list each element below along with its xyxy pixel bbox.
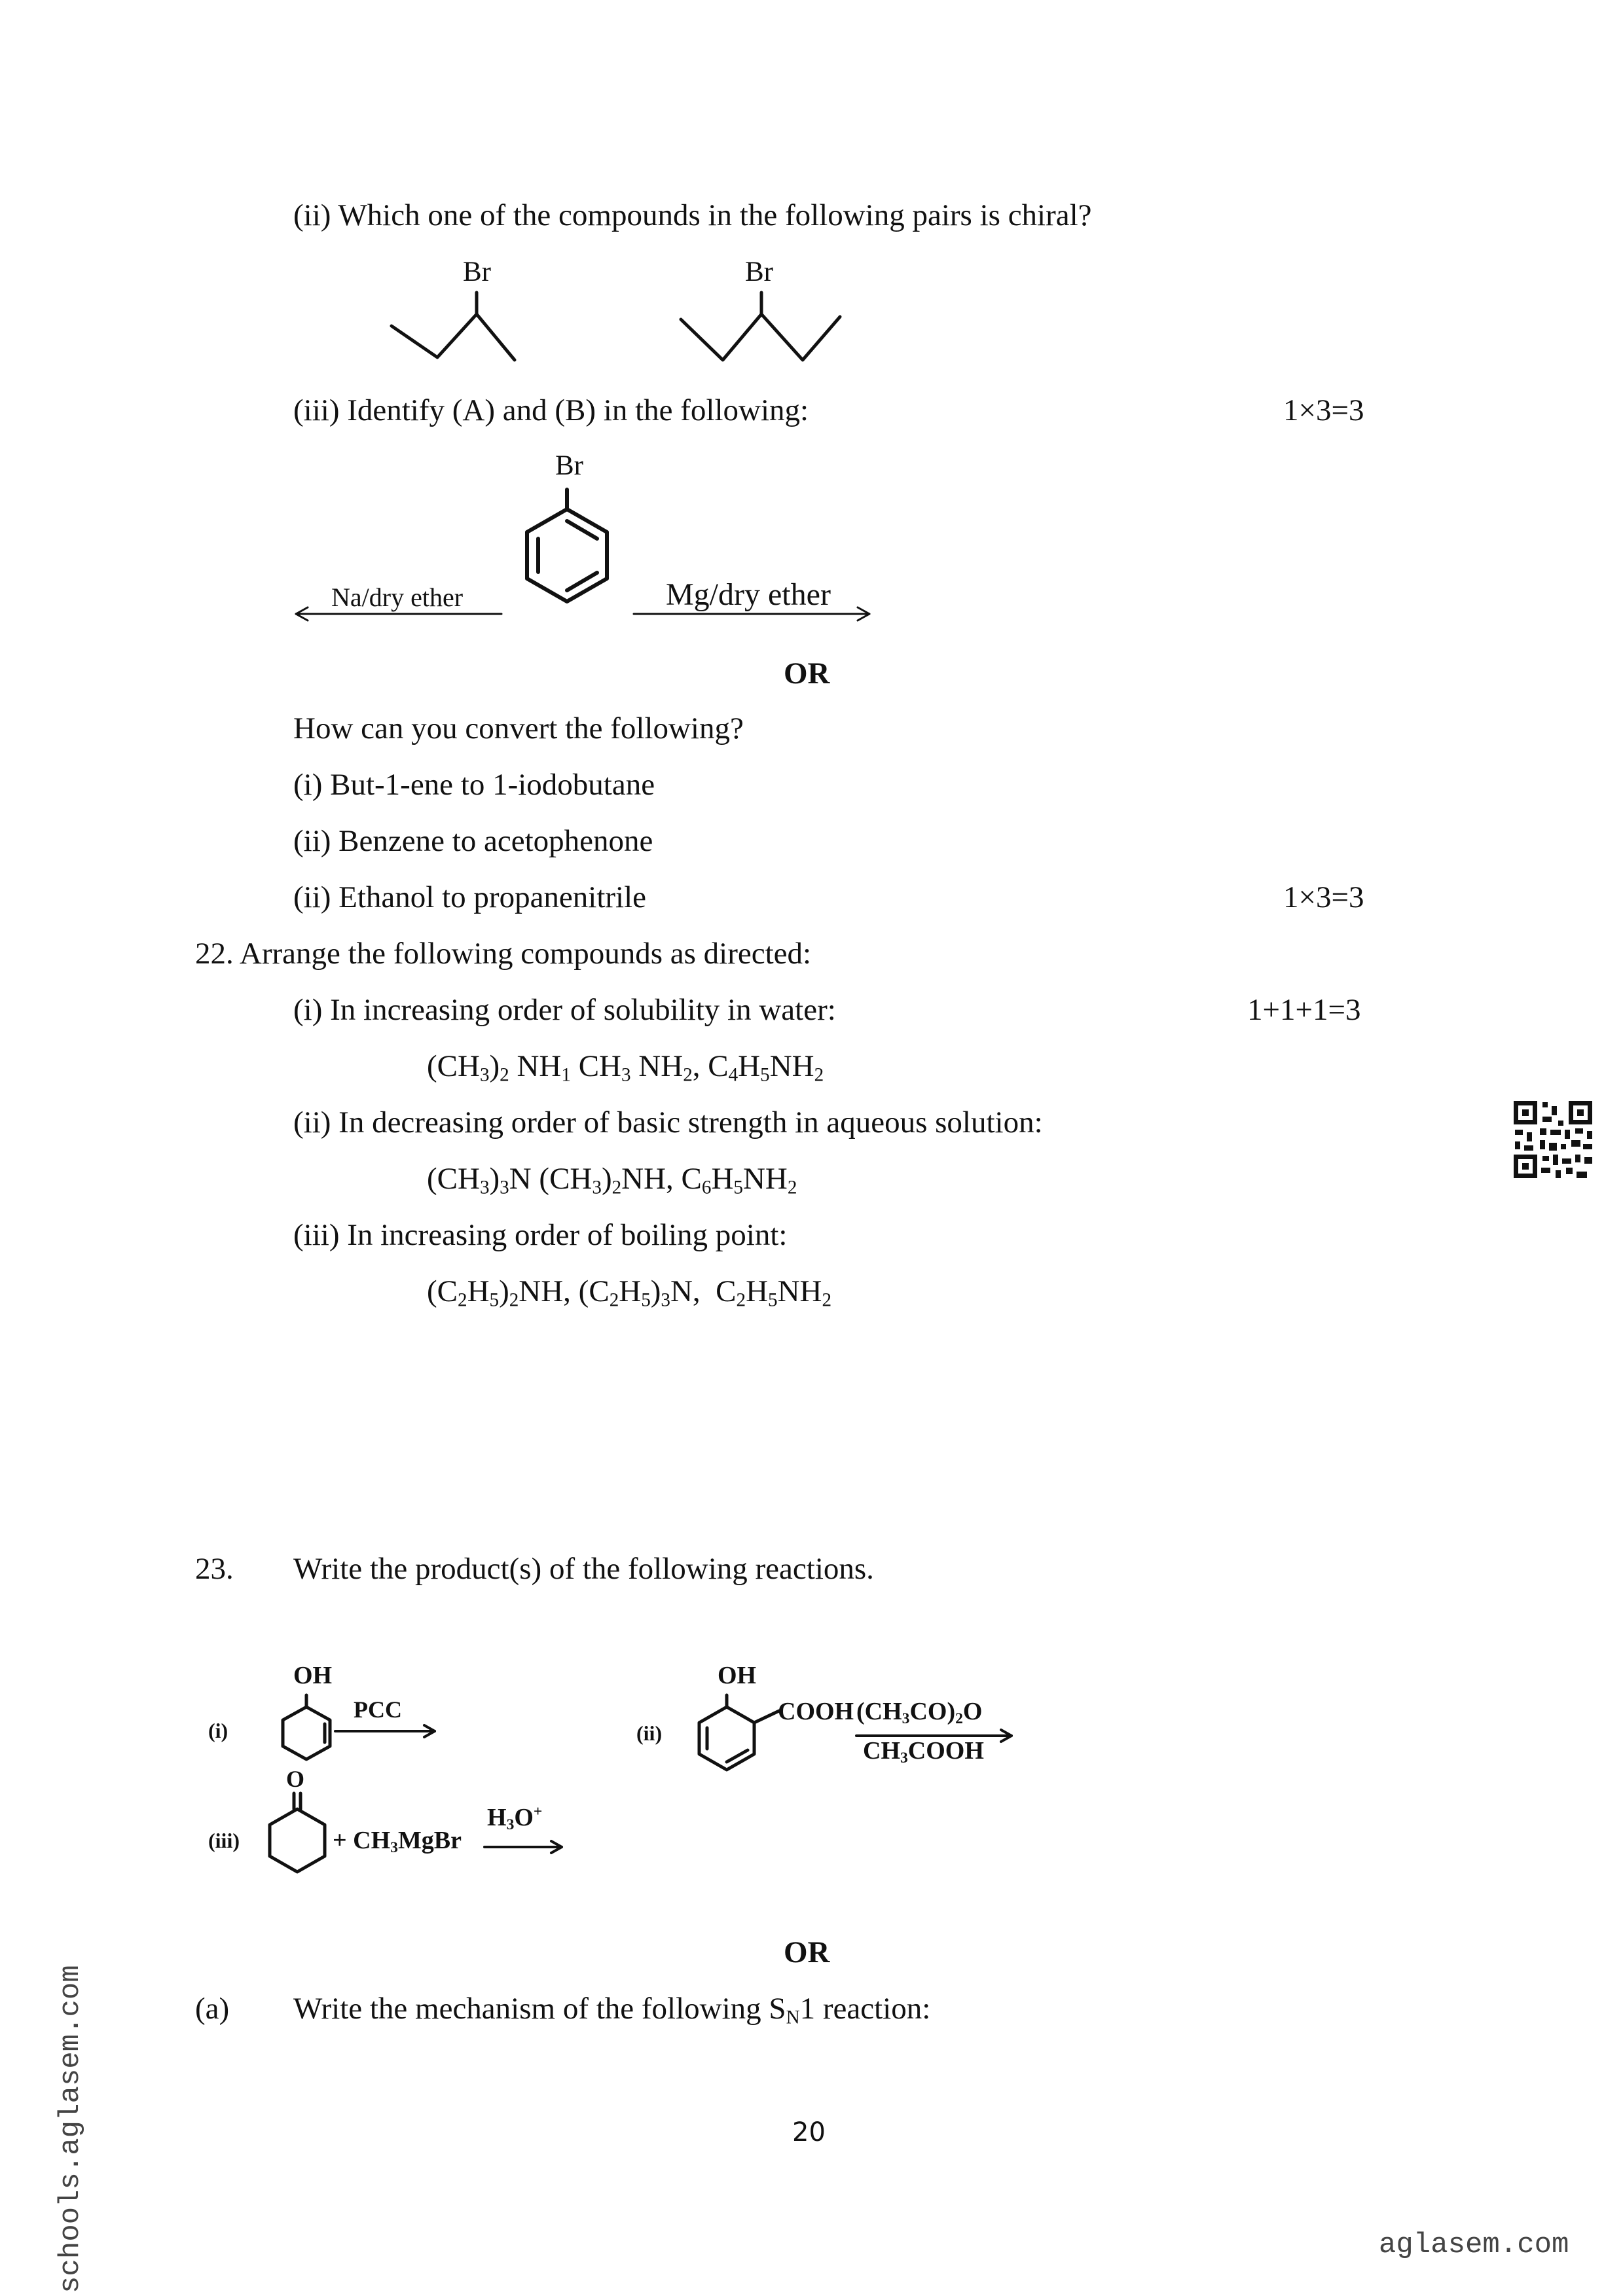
reagent-ii-top: $(CH_3CO)_2O$ bbox=[856, 1698, 983, 1727]
convert-item-iii: (ii) Ethanol to propanenitrile bbox=[293, 880, 647, 914]
cyclohexanone-structure bbox=[270, 1793, 325, 1872]
oh-label-1: OH bbox=[293, 1662, 333, 1689]
bromine-label-1: Br bbox=[463, 257, 491, 287]
bromobutane-structure bbox=[392, 293, 515, 360]
right-arrow bbox=[634, 607, 869, 620]
marks-21-iii: 1×3=3 bbox=[1283, 393, 1364, 427]
question-23-heading: Write the product(s) of the following reactions. bbox=[293, 1552, 874, 1586]
watermark-corner: aglasem.com bbox=[1379, 2229, 1569, 2261]
question-23-number: 23. bbox=[195, 1552, 234, 1586]
convert-prompt: How can you convert the following? bbox=[293, 711, 744, 745]
convert-item-i: (i) But-1-ene to 1-iodobutane bbox=[293, 768, 655, 802]
or-divider-2: OR bbox=[784, 1935, 830, 1969]
watermark-side: schools.aglasem.com bbox=[54, 1965, 87, 2293]
or-divider-1: OR bbox=[784, 656, 830, 691]
salicylic-acid-structure bbox=[699, 1695, 779, 1770]
part-a-label: (a) bbox=[195, 1992, 230, 2026]
reaction-label-i: (i) bbox=[208, 1719, 228, 1742]
oh-label-2: OH bbox=[718, 1662, 757, 1689]
marks-21-or: 1×3=3 bbox=[1283, 880, 1364, 914]
compounds-22-iii: $(C_2H_5)_2NH$, $(C_2H_5)_3N$, $C_2H_5NH_2$ bbox=[427, 1274, 832, 1311]
question-22-heading: 22. Arrange the following compounds as directed: bbox=[195, 937, 812, 971]
acetylation-arrow bbox=[856, 1730, 1012, 1742]
question-22-iii: (iii) In increasing order of boiling point: bbox=[293, 1218, 788, 1252]
bromopentane-structure bbox=[681, 293, 840, 360]
grignard-reagent: + $CH_3MgBr$ bbox=[333, 1827, 462, 1856]
question-21-iii: (iii) Identify (A) and (B) in the following: bbox=[293, 393, 809, 427]
reagent-na-dry-ether: Na/dry ether bbox=[331, 583, 464, 612]
compounds-22-i: $(CH_3)_2$ $NH_1$ $CH_3$ $NH_2$, $C_4H_5NH_2$ bbox=[427, 1049, 824, 1086]
convert-item-ii: (ii) Benzene to acetophenone bbox=[293, 824, 653, 858]
left-arrow bbox=[296, 607, 501, 620]
reagent-ii-bottom: $CH_3COOH$ bbox=[863, 1737, 984, 1767]
qr-code bbox=[1514, 1101, 1592, 1178]
hydronium-reagent: $H_3O^+$ bbox=[487, 1803, 543, 1833]
pcc-reagent: PCC bbox=[354, 1696, 402, 1723]
reaction-label-iii: (iii) bbox=[208, 1829, 240, 1852]
bromobenzene-structure bbox=[527, 490, 607, 601]
cooh-label: COOH bbox=[778, 1698, 854, 1725]
question-22-i: (i) In increasing order of solubility in water: bbox=[293, 993, 836, 1027]
reaction-label-ii: (ii) bbox=[636, 1721, 663, 1745]
bromine-label-3: Br bbox=[555, 450, 583, 481]
question-21-ii: (ii) Which one of the compounds in the following pairs is chiral? bbox=[293, 198, 1092, 232]
oxygen-label: O bbox=[286, 1766, 305, 1792]
marks-22: 1+1+1=3 bbox=[1247, 993, 1361, 1027]
compounds-22-ii: $(CH_3)_3N$ $(CH_3)_2NH$, $C_6H_5NH_2$ bbox=[427, 1162, 797, 1198]
part-a-question: Write the mechanism of the following $S_N1$ reaction: bbox=[293, 1992, 931, 2028]
question-22-ii: (ii) In decreasing order of basic strength in aqueous solution: bbox=[293, 1105, 1043, 1139]
pcc-arrow bbox=[335, 1725, 435, 1737]
page-number: 20 bbox=[792, 2117, 826, 2147]
reagent-mg-dry-ether: Mg/dry ether bbox=[666, 577, 831, 612]
grignard-arrow bbox=[484, 1841, 562, 1853]
cyclohexenol-structure bbox=[283, 1695, 330, 1759]
bromine-label-2: Br bbox=[745, 257, 773, 287]
